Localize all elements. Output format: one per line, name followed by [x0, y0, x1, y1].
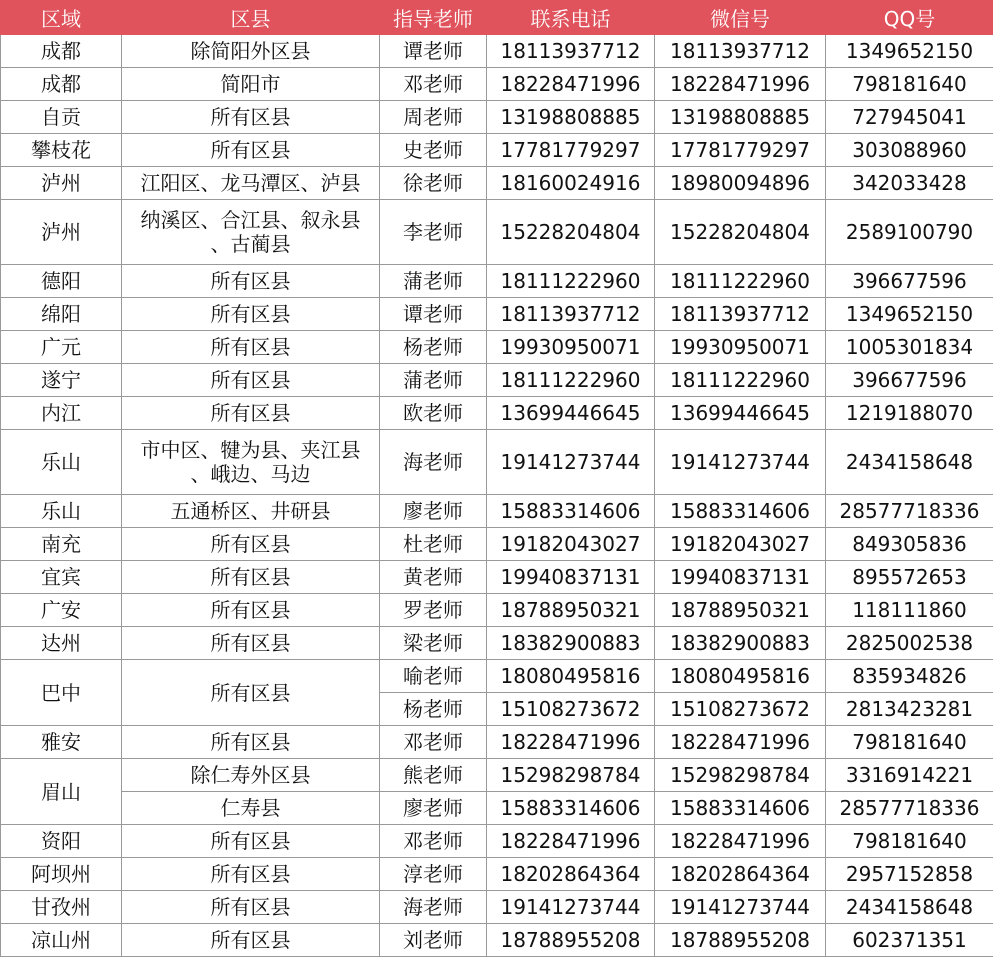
cell-qq: 849305836: [826, 528, 993, 561]
cell-qq: 798181640: [826, 726, 993, 759]
cell-wechat: 19182043027: [655, 528, 826, 561]
cell-teacher: 蒲老师: [380, 265, 487, 298]
cell-wechat: 15298298784: [655, 759, 826, 792]
cell-teacher: 邓老师: [380, 68, 487, 101]
cell-county: 所有区县: [122, 528, 380, 561]
cell-teacher: 罗老师: [380, 594, 487, 627]
cell-wechat: 19141273744: [655, 891, 826, 924]
cell-wechat: 18788950321: [655, 594, 826, 627]
table-row: [1, 495, 993, 528]
cell-county: 所有区县: [122, 561, 380, 594]
cell-qq: 303088960: [826, 134, 993, 167]
cell-teacher: 邓老师: [380, 726, 487, 759]
cell-teacher: 梁老师: [380, 627, 487, 660]
cell-county: 仁寿县: [122, 792, 380, 825]
cell-region: 德阳: [1, 265, 122, 298]
cell-qq: 2825002538: [826, 627, 993, 660]
cell-region: 宜宾: [1, 561, 122, 594]
cell-county: 所有区县: [122, 924, 380, 957]
table-row: [1, 364, 993, 397]
cell-qq: 835934826: [826, 660, 993, 693]
cell-region: 眉山: [1, 759, 122, 825]
cell-teacher: 欧老师: [380, 397, 487, 430]
cell-wechat: 18382900883: [655, 627, 826, 660]
cell-qq: 28577718336: [826, 495, 993, 528]
cell-wechat: 15883314606: [655, 495, 826, 528]
header-qq: QQ号: [826, 1, 993, 35]
cell-qq: 342033428: [826, 167, 993, 200]
cell-county: 所有区县: [122, 726, 380, 759]
header-wechat: 微信号: [655, 1, 826, 35]
cell-teacher: 喻老师: [380, 660, 487, 693]
cell-phone: 19930950071: [487, 331, 655, 364]
cell-teacher: 淳老师: [380, 858, 487, 891]
cell-county: 五通桥区、井研县: [122, 495, 380, 528]
cell-phone: 17781779297: [487, 134, 655, 167]
header-teacher: 指导老师: [380, 1, 487, 35]
cell-wechat: 19930950071: [655, 331, 826, 364]
cell-wechat: 18228471996: [655, 68, 826, 101]
cell-region: 甘孜州: [1, 891, 122, 924]
cell-county: 所有区县: [122, 364, 380, 397]
cell-region: 绵阳: [1, 298, 122, 331]
cell-region: 广元: [1, 331, 122, 364]
cell-qq: 2434158648: [826, 430, 993, 495]
cell-teacher: 周老师: [380, 101, 487, 134]
cell-teacher: 徐老师: [380, 167, 487, 200]
table-row: [1, 528, 993, 561]
cell-county: 纳溪区、合江县、叙永县 、古蔺县: [122, 200, 380, 265]
cell-teacher: 史老师: [380, 134, 487, 167]
cell-qq: 1005301834: [826, 331, 993, 364]
cell-phone: 18113937712: [487, 298, 655, 331]
cell-teacher: 廖老师: [380, 792, 487, 825]
cell-region: 攀枝花: [1, 134, 122, 167]
cell-phone: 15228204804: [487, 200, 655, 265]
cell-region: 内江: [1, 397, 122, 430]
header-row: [1, 1, 993, 35]
cell-phone: 18788955208: [487, 924, 655, 957]
table-row: [1, 924, 993, 957]
cell-phone: 19182043027: [487, 528, 655, 561]
cell-qq: 895572653: [826, 561, 993, 594]
table-row: [1, 200, 993, 265]
table-row: [1, 134, 993, 167]
header-phone: 联系电话: [487, 1, 655, 35]
header-region: 区域: [1, 1, 122, 35]
cell-wechat: 18228471996: [655, 825, 826, 858]
cell-wechat: 13699446645: [655, 397, 826, 430]
cell-region: 乐山: [1, 430, 122, 495]
cell-qq: 2957152858: [826, 858, 993, 891]
cell-region: 阿坝州: [1, 858, 122, 891]
table-row: [1, 726, 993, 759]
cell-phone: 18160024916: [487, 167, 655, 200]
table-row: [1, 331, 993, 364]
cell-county: 所有区县: [122, 660, 380, 726]
table-row: [1, 101, 993, 134]
cell-phone: 18228471996: [487, 825, 655, 858]
cell-wechat: 18080495816: [655, 660, 826, 693]
cell-region: 泸州: [1, 200, 122, 265]
cell-phone: 15883314606: [487, 495, 655, 528]
cell-qq: 118111860: [826, 594, 993, 627]
cell-wechat: 17781779297: [655, 134, 826, 167]
cell-county: 所有区县: [122, 101, 380, 134]
cell-wechat: 18113937712: [655, 298, 826, 331]
cell-wechat: 15108273672: [655, 693, 826, 726]
table-row: [1, 561, 993, 594]
cell-county: 所有区县: [122, 397, 380, 430]
cell-county: 市中区、犍为县、夹江县 、峨边、马边: [122, 430, 380, 495]
cell-region: 自贡: [1, 101, 122, 134]
cell-qq: 1349652150: [826, 298, 993, 331]
table-row: [1, 792, 993, 825]
cell-qq: 396677596: [826, 364, 993, 397]
table-row: [1, 594, 993, 627]
cell-region: 雅安: [1, 726, 122, 759]
cell-county: 所有区县: [122, 331, 380, 364]
cell-county: 除仁寿外区县: [122, 759, 380, 792]
cell-qq: 798181640: [826, 68, 993, 101]
cell-wechat: 18980094896: [655, 167, 826, 200]
cell-teacher: 海老师: [380, 891, 487, 924]
cell-qq: 3316914221: [826, 759, 993, 792]
cell-phone: 18788950321: [487, 594, 655, 627]
cell-wechat: 18788955208: [655, 924, 826, 957]
cell-teacher: 杨老师: [380, 693, 487, 726]
table-row: [1, 891, 993, 924]
cell-wechat: 18111222960: [655, 265, 826, 298]
cell-wechat: 19141273744: [655, 430, 826, 495]
table-row: [1, 430, 993, 495]
table-row: [1, 35, 993, 68]
cell-county: 所有区县: [122, 298, 380, 331]
cell-county: 所有区县: [122, 594, 380, 627]
cell-teacher: 黄老师: [380, 561, 487, 594]
cell-teacher: 李老师: [380, 200, 487, 265]
table-row: [1, 298, 993, 331]
table-row: [1, 858, 993, 891]
table-row: [1, 397, 993, 430]
table-row: [1, 167, 993, 200]
cell-teacher: 邓老师: [380, 825, 487, 858]
cell-region: 巴中: [1, 660, 122, 726]
cell-phone: 15298298784: [487, 759, 655, 792]
header-county: 区县: [122, 1, 380, 35]
cell-region: 遂宁: [1, 364, 122, 397]
cell-teacher: 杨老师: [380, 331, 487, 364]
cell-qq: 28577718336: [826, 792, 993, 825]
cell-phone: 13699446645: [487, 397, 655, 430]
cell-wechat: 13198808885: [655, 101, 826, 134]
table-body: [1, 35, 993, 957]
cell-qq: 798181640: [826, 825, 993, 858]
cell-county: 所有区县: [122, 134, 380, 167]
cell-region: 泸州: [1, 167, 122, 200]
cell-qq: 2589100790: [826, 200, 993, 265]
cell-teacher: 蒲老师: [380, 364, 487, 397]
cell-phone: 18113937712: [487, 35, 655, 68]
cell-county: 除简阳外区县: [122, 35, 380, 68]
table-row: [1, 660, 993, 693]
cell-qq: 2813423281: [826, 693, 993, 726]
table-row: [1, 759, 993, 792]
table-row: [1, 825, 993, 858]
cell-county: 所有区县: [122, 858, 380, 891]
cell-region: 达州: [1, 627, 122, 660]
cell-teacher: 谭老师: [380, 298, 487, 331]
cell-phone: 18111222960: [487, 265, 655, 298]
cell-teacher: 刘老师: [380, 924, 487, 957]
cell-region: 凉山州: [1, 924, 122, 957]
cell-teacher: 海老师: [380, 430, 487, 495]
cell-county: 江阳区、龙马潭区、泸县: [122, 167, 380, 200]
cell-teacher: 廖老师: [380, 495, 487, 528]
cell-county: 所有区县: [122, 627, 380, 660]
cell-teacher: 谭老师: [380, 35, 487, 68]
table-row: [1, 68, 993, 101]
cell-phone: 15883314606: [487, 792, 655, 825]
cell-qq: 396677596: [826, 265, 993, 298]
cell-wechat: 15883314606: [655, 792, 826, 825]
cell-county: 简阳市: [122, 68, 380, 101]
cell-region: 资阳: [1, 825, 122, 858]
cell-qq: 727945041: [826, 101, 993, 134]
cell-phone: 18382900883: [487, 627, 655, 660]
cell-phone: 19141273744: [487, 891, 655, 924]
cell-wechat: 18111222960: [655, 364, 826, 397]
cell-region: 南充: [1, 528, 122, 561]
cell-phone: 15108273672: [487, 693, 655, 726]
cell-phone: 19940837131: [487, 561, 655, 594]
cell-region: 成都: [1, 35, 122, 68]
cell-qq: 1349652150: [826, 35, 993, 68]
cell-phone: 18228471996: [487, 726, 655, 759]
cell-qq: 2434158648: [826, 891, 993, 924]
cell-region: 成都: [1, 68, 122, 101]
cell-county: 所有区县: [122, 825, 380, 858]
cell-wechat: 18228471996: [655, 726, 826, 759]
table-row: [1, 627, 993, 660]
cell-wechat: 18113937712: [655, 35, 826, 68]
cell-qq: 1219188070: [826, 397, 993, 430]
cell-phone: 18080495816: [487, 660, 655, 693]
cell-phone: 13198808885: [487, 101, 655, 134]
cell-region: 乐山: [1, 495, 122, 528]
cell-county: 所有区县: [122, 265, 380, 298]
cell-region: 广安: [1, 594, 122, 627]
cell-phone: 18111222960: [487, 364, 655, 397]
cell-wechat: 15228204804: [655, 200, 826, 265]
cell-wechat: 19940837131: [655, 561, 826, 594]
cell-county: 所有区县: [122, 891, 380, 924]
table-row: [1, 265, 993, 298]
cell-phone: 18202864364: [487, 858, 655, 891]
cell-qq: 602371351: [826, 924, 993, 957]
cell-phone: 18228471996: [487, 68, 655, 101]
cell-teacher: 杜老师: [380, 528, 487, 561]
cell-phone: 19141273744: [487, 430, 655, 495]
cell-wechat: 18202864364: [655, 858, 826, 891]
cell-teacher: 熊老师: [380, 759, 487, 792]
